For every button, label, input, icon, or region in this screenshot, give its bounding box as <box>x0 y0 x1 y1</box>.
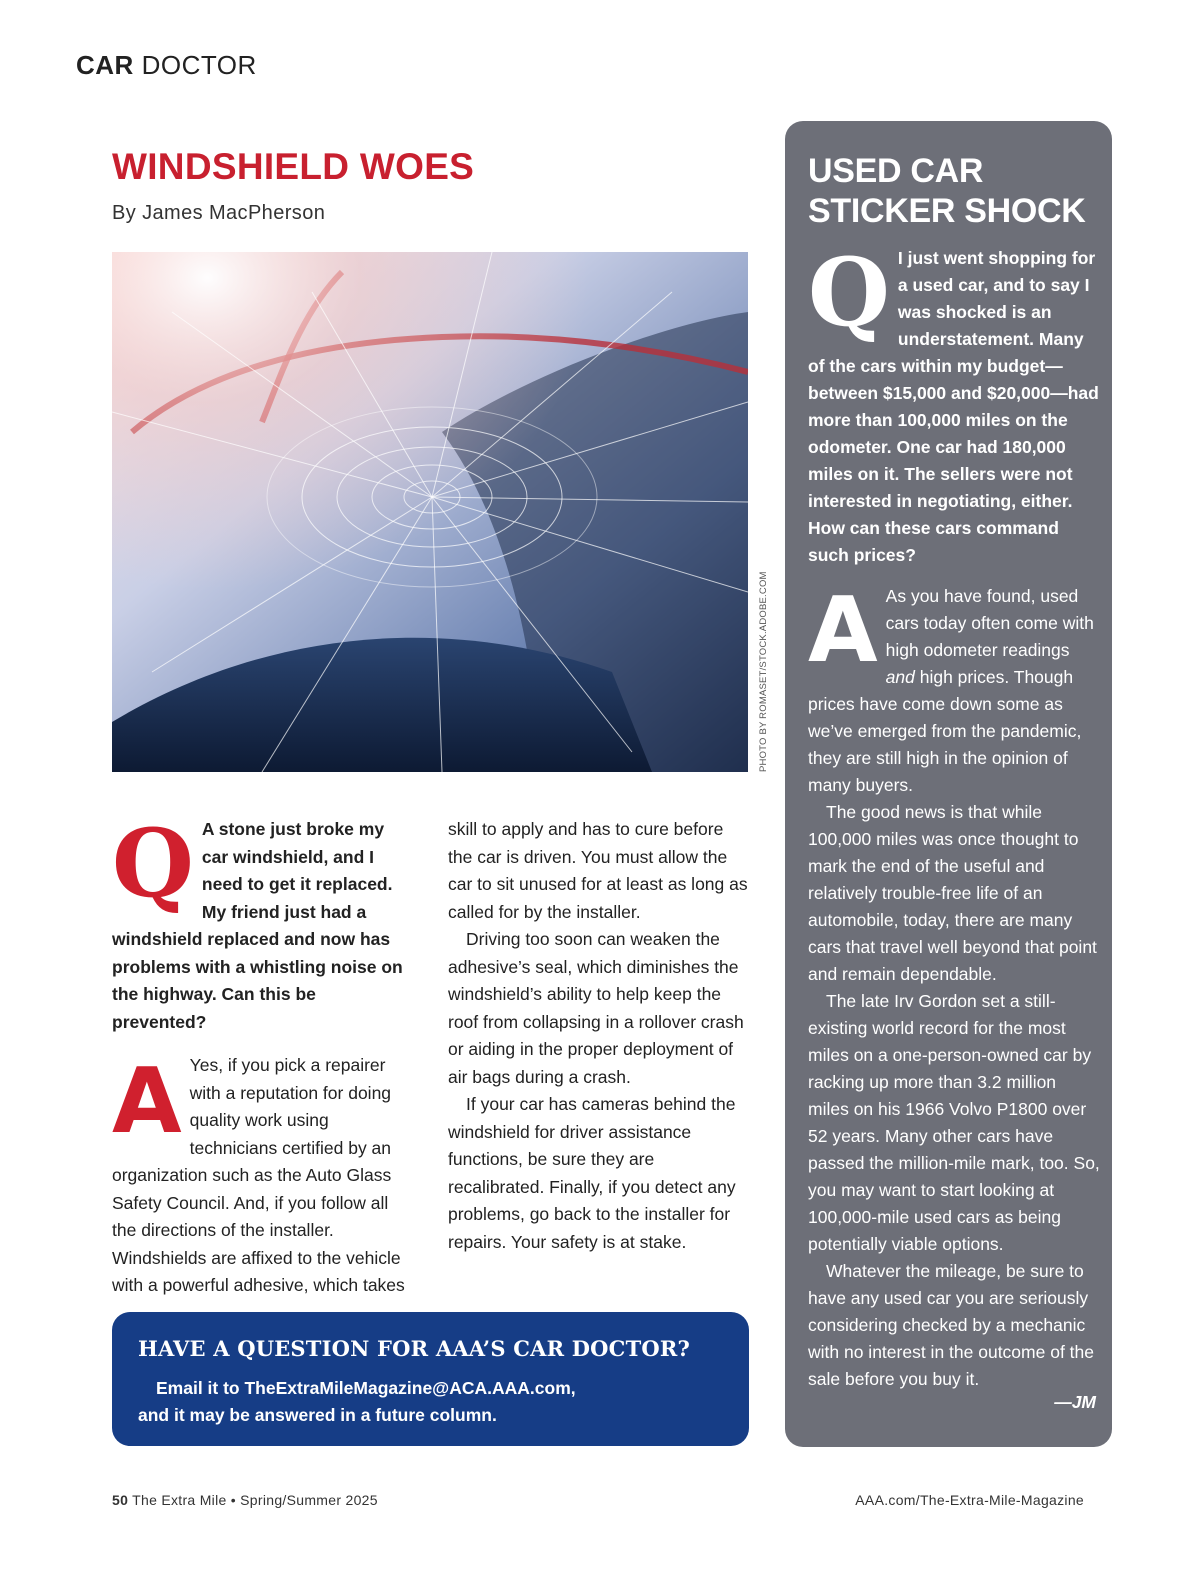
photo-credit: PHOTO BY ROMASET/STOCK.ADOBE.COM <box>758 571 769 772</box>
sidebar-answer-paragraph-3: The late Irv Gordon set a still-existing world record for the most miles on a one-person-owned car by racking up more than 3.2 million miles on his 1966 Volvo P1800 over 52 years. Many other cars have passed the million-mile mark, too. So, you may want to start looking at 100,000-mile used cars as being potentially viable options. <box>808 991 1100 1254</box>
page-number: 50 <box>112 1492 129 1508</box>
answer-text-continued: skill to apply and has to cure before the car is driven. You must allow the car to sit unused for at least as long as called for by the installer. <box>448 819 748 922</box>
section-label-bold: CAR <box>76 50 134 80</box>
question-dropcap: Q <box>112 809 194 919</box>
section-label-rest: DOCTOR <box>141 50 257 80</box>
article-column-2 <box>448 816 752 1256</box>
footer-left <box>112 1492 378 1508</box>
footer-url: AAA.com/The-Extra-Mile-Magazine <box>855 1492 1084 1508</box>
article-answer <box>112 1049 412 1300</box>
question-callout-box <box>112 1312 749 1446</box>
sidebar-answer-p1-before: As you have found, used cars today often come with high odometer readings <box>885 586 1094 660</box>
sidebar-question-dropcap: Q <box>808 238 890 348</box>
question-text: A stone just broke my car windshield, and I need to get it replaced. My friend just had a windshield replaced and now has problems with a whistling noise on the highway. Can this be prevented? <box>112 819 403 1032</box>
sidebar-answer-p1-italic: and <box>885 667 915 687</box>
callout-note-line: and it may be answered in a future column. <box>138 1405 497 1425</box>
sidebar-answer-paragraph-2: The good news is that while 100,000 miles was once thought to mark the end of the useful and relatively trouble-free life of an automobile, today, there are many cars that travel well beyond that point and remain dependable. <box>808 802 1097 984</box>
answer-dropcap: A <box>112 1049 182 1154</box>
article-column-1 <box>112 809 412 1300</box>
sidebar-question <box>808 238 1100 569</box>
sidebar-used-car <box>785 121 1112 1447</box>
section-label <box>76 50 257 81</box>
sidebar-title: USED CAR STICKER SHOCK <box>808 152 1086 230</box>
sidebar-answer-dropcap: A <box>808 578 878 683</box>
answer-paragraph-2: Driving too soon can weaken the adhesive’s seal, which diminishes the windshield’s ability to help keep the roof from collapsing in a rollover crash or aiding in the proper deployment of air bags during a crash. <box>448 929 744 1087</box>
sidebar-answer-paragraph-4: Whatever the mileage, be sure to have any used car you are seriously considering checked by a mechanic with no interest in the outcome of the sale before you buy it. <box>808 1261 1094 1389</box>
answer-paragraph-3: If your car has cameras behind the windshield for driver assistance functions, be sure they are recalibrated. Finally, if you detect any problems, go back to the installer for repairs. Your safety is at stake. <box>448 1094 736 1252</box>
article-title: WINDSHIELD WOES <box>112 146 475 187</box>
sidebar-question-text: I just went shopping for a used car, and to say I was shocked is an understatement. Many of the cars within my budget—between $15,000 and $20,000—had more than 100,000 miles on the odometer. One car had 180,000 miles on it. The sellers were not interested in negotiating, either. How can these cars command such prices? <box>808 248 1099 565</box>
answer-text-start: Yes, if you pick a repairer with a reputation for doing quality work using technicians certified by an organization such as the Auto Glass Safety Council. And, if you follow all the directions of the installer. Windshields are affixed to the vehicle with a powerful adhesive, which takes <box>112 1055 405 1295</box>
article-byline: By James MacPherson <box>112 202 326 224</box>
publication-name: The Extra Mile • Spring/Summer 2025 <box>132 1492 378 1508</box>
callout-title: HAVE A QUESTION FOR AAA’S CAR DOCTOR? <box>138 1336 691 1361</box>
cracked-windshield-photo <box>112 252 748 772</box>
sidebar-answer <box>808 578 1100 799</box>
sidebar-signature: —JM <box>1054 1392 1096 1412</box>
callout-email-line: Email it to TheExtraMileMagazine@ACA.AAA.com, <box>156 1378 576 1398</box>
sidebar-body <box>808 238 1100 1416</box>
article-question <box>112 809 412 1036</box>
sidebar-answer-p1-after: high prices. Though prices have come down some as we’ve emerged from the pandemic, they are still high in the opinion of many buyers. <box>808 667 1082 795</box>
